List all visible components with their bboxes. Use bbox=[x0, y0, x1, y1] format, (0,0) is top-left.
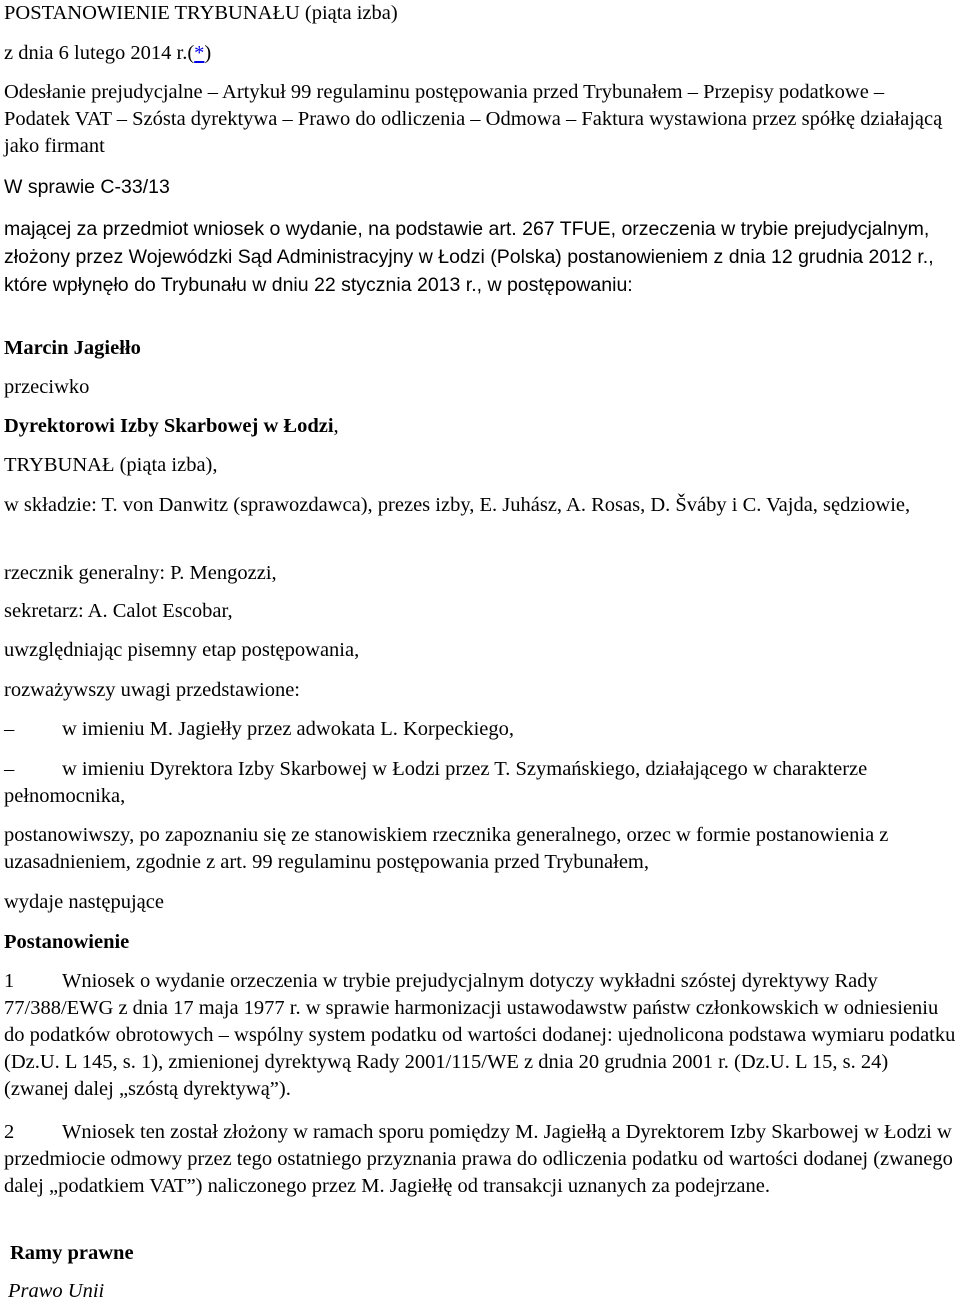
decision-basis: postanowiwszy, po zapoznaniu się ze stanowiskiem rzecznika generalnego, orzec w formie postanowienia z uzasadnieniem, zgodnie z art. 99 regulaminu postępowania przed Trybunałem, bbox=[4, 824, 889, 873]
paragraph-number: 1 bbox=[4, 970, 15, 992]
observations-intro: rozważywszy uwagi przedstawione: bbox=[4, 679, 300, 701]
observation-item: – w imieniu M. Jagiełły przez adwokata L. Korpeckiego, bbox=[4, 718, 514, 740]
written-procedure: uwzględniając pisemny etap postępowania, bbox=[4, 639, 360, 661]
section-heading: Ramy prawne bbox=[10, 1242, 134, 1264]
versus-label: przeciwko bbox=[4, 376, 90, 398]
subsection-heading: Prawo Unii bbox=[8, 1280, 105, 1302]
issues-line: wydaje następujące bbox=[4, 891, 164, 913]
applicant-name: Marcin Jagiełło bbox=[4, 337, 141, 359]
numbered-paragraph: 1 Wniosek o wydanie orzeczenia w trybie prejudycjalnym dotyczy wykładni szóstej dyrektywy Rady 77/388/EWG z dnia 17 maja 1977 r. w sprawie harmonizacji ustawodawstw państw członkowskich w odniesieniu do podatków obrotowych – wspólny system podatku od wartości dodanej: ujednolicona podstawa wymiaru podatku (Dz.U. L 145, s. 1), zmienionej dyrektywą Rady 2001/115/WE z dnia 20 grudnia 2001 r. (Dz.U. L 15, s. 24) (zwanej dalej „szóstą dyrektywą”). bbox=[4, 970, 956, 1100]
numbered-paragraph: 2 Wniosek ten został złożony w ramach sporu pomiędzy M. Jagiełłą a Dyrektorem Izby Skarbowej w Łodzi w przedmiocie odmowy przez tego ostatniego przyznania prawa do odliczenia podatku od wartości dodanej (zwanego dalej „podatkiem VAT”) naliczonego przez M. Jagiełłę od transakcji uznanych za podejrzane. bbox=[4, 1121, 953, 1197]
case-intro: mającej za przedmiot wniosek o wydanie, na podstawie art. 267 TFUE, orzeczenia w trybie prejudycjalnym, złożony przez Wojewódzki Sąd Administracyjny w Łodzi (Polska) postanowieniem z dnia 12 grudnia 2012 r., które wpłynęło do Trybunału w dniu 22 stycznia 2013 r., w postępowaniu: bbox=[4, 218, 934, 296]
order-heading: Postanowienie bbox=[4, 931, 130, 953]
paragraph-number: 2 bbox=[4, 1121, 15, 1143]
registrar: sekretarz: A. Calot Escobar, bbox=[4, 600, 233, 622]
footnote-link[interactable]: * bbox=[194, 42, 205, 64]
observation-item: – w imieniu Dyrektora Izby Skarbowej w Łodzi przez T. Szymańskiego, działającego w charakterze pełnomocnika, bbox=[4, 758, 868, 807]
case-number: W sprawie C-33/13 bbox=[4, 176, 170, 198]
court-composition: w składzie: T. von Danwitz (sprawozdawca), prezes izby, E. Juhász, A. Rosas, D. Šváby i C. Vajda, sędziowie, bbox=[4, 494, 911, 516]
keywords: Odesłanie prejudycjalne – Artykuł 99 regulaminu postępowania przed Trybunałem – Przepisy podatkowe – Podatek VAT – Szósta dyrektywa – Prawo do odliczenia – Odmowa – Faktura wystawiona przez spółkę działającą jako firmant bbox=[4, 81, 943, 157]
document-title: POSTANOWIENIE TRYBUNAŁU (piąta izba) bbox=[4, 2, 398, 24]
respondent-line: Dyrektorowi Izby Skarbowej w Łodzi, bbox=[4, 415, 339, 437]
document-date: z dnia 6 lutego 2014 r.(*) bbox=[4, 42, 212, 64]
court-name: TRYBUNAŁ (piąta izba), bbox=[4, 454, 218, 476]
advocate-general: rzecznik generalny: P. Mengozzi, bbox=[4, 562, 277, 584]
respondent-name: Dyrektorowi Izby Skarbowej w Łodzi bbox=[4, 415, 334, 437]
